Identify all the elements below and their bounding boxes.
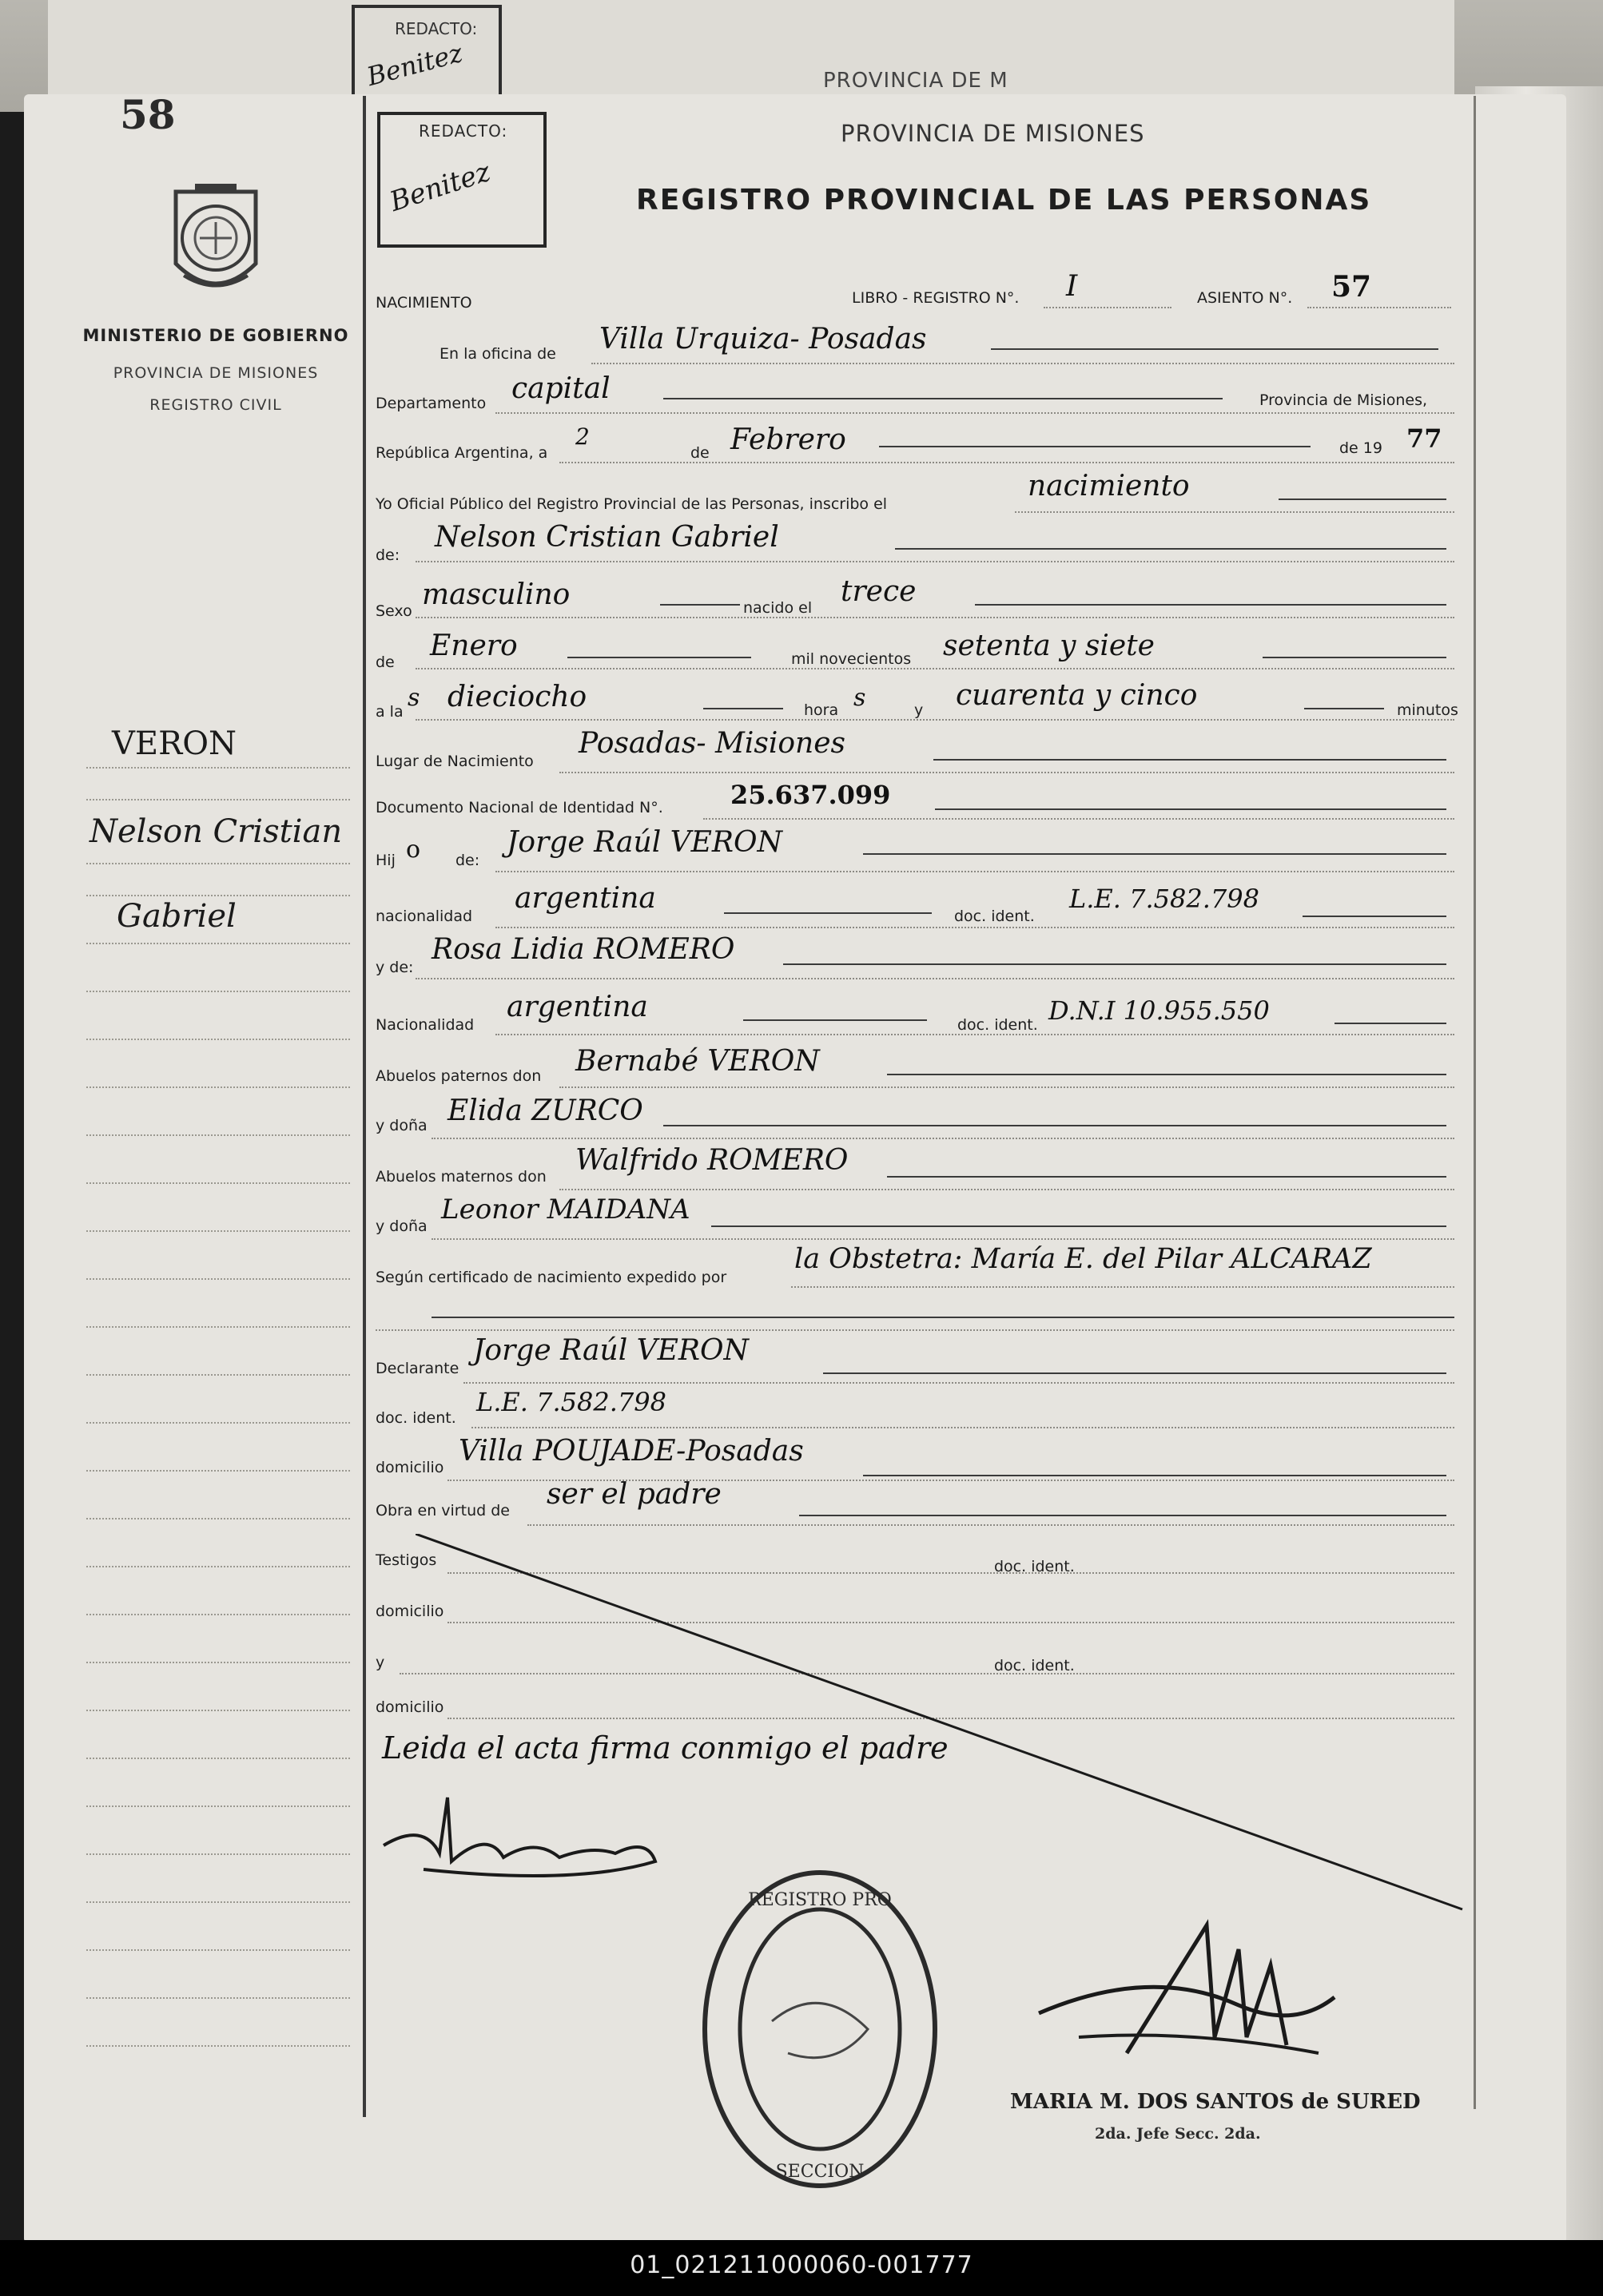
docident2-label: doc. ident. <box>957 1016 1038 1034</box>
margin-surname: VERON <box>112 725 237 762</box>
svg-text:REGISTRO PRO: REGISTRO PRO <box>748 1890 892 1910</box>
domicilio2-label: domicilio <box>376 1603 444 1620</box>
margin-given-name-2: Gabriel <box>117 898 237 935</box>
mother-dotted <box>416 978 1454 979</box>
nacionalidad1-dotted <box>495 927 1454 928</box>
abuelos-paternos-line <box>887 1074 1446 1075</box>
sexo-line <box>660 604 740 606</box>
ydona1-value: Elida ZURCO <box>447 1094 643 1127</box>
oficina-line <box>991 348 1438 350</box>
registry-title: REGISTRO PROVINCIAL DE LAS PERSONAS <box>636 184 1372 216</box>
departamento-label: Departamento <box>376 395 487 412</box>
libro-line <box>1044 307 1171 308</box>
alas-hand: s <box>408 684 420 712</box>
declarante-line <box>823 1372 1446 1374</box>
mother-name: Rosa Lidia ROMERO <box>432 933 735 966</box>
margin-line <box>86 767 350 769</box>
lugar-value: Posadas- Misiones <box>579 727 845 760</box>
sexo-value: masculino <box>422 578 571 611</box>
declarant-signature <box>376 1790 663 1885</box>
oficina-dotted <box>591 363 1454 364</box>
oficina-value: Villa Urquiza- Posadas <box>599 323 927 356</box>
margin-given-names: Nelson Cristian <box>89 813 343 850</box>
birth-year-line <box>1263 657 1446 658</box>
dni-line <box>935 808 1446 810</box>
docident1-value: L.E. 7.582.798 <box>1069 884 1259 914</box>
previous-province-title: PROVINCIA DE M <box>823 69 1008 93</box>
asiento-value: 57 <box>1331 270 1372 304</box>
page-number: 58 <box>120 91 176 138</box>
declarante-value: Jorge Raúl VERON <box>473 1334 750 1367</box>
margin-line <box>86 1758 350 1759</box>
closing-note: Leida el acta firma conmigo el padre <box>382 1730 949 1766</box>
margin-line <box>86 1901 350 1903</box>
obra-line <box>799 1515 1446 1516</box>
departamento-value: capital <box>511 372 611 405</box>
nacionalidad2-line <box>743 1019 927 1021</box>
margin-line <box>86 1710 350 1711</box>
birth-month-line <box>567 657 751 658</box>
docident3-label: doc. ident. <box>376 1409 456 1427</box>
alas-label: a la <box>376 703 404 721</box>
previous-redactor-box <box>352 5 502 99</box>
libro-label: LIBRO - REGISTRO N°. <box>852 289 1020 307</box>
testigos-label: Testigos <box>376 1551 437 1569</box>
year-label: de 19 <box>1339 439 1382 457</box>
hij-hand: o <box>406 836 421 864</box>
father-line <box>863 853 1446 855</box>
province-title: PROVINCIA DE MISIONES <box>841 120 1145 147</box>
declarante-dotted <box>463 1382 1454 1384</box>
margin-line <box>86 1949 350 1951</box>
inscribo-line <box>1279 499 1446 500</box>
docident3-dotted <box>471 1427 1454 1428</box>
hour-value: dieciocho <box>447 681 587 713</box>
official-signature <box>1031 1917 1350 2093</box>
abuelos-maternos-dotted <box>559 1189 1454 1190</box>
margin-line <box>86 2045 350 2047</box>
abuelos-maternos-label: Abuelos maternos don <box>376 1168 547 1186</box>
hij-label: Hij <box>376 852 396 869</box>
margin-line <box>86 1422 350 1424</box>
nacionalidad2-dotted <box>495 1034 1454 1035</box>
docident1-line <box>1303 916 1446 917</box>
dni-value: 25.637.099 <box>730 780 891 810</box>
yde-label: y de: <box>376 959 414 976</box>
domicilio1-label: domicilio <box>376 1459 444 1476</box>
official-title: 2da. Jefe Secc. 2da. <box>1095 2125 1261 2143</box>
obra-label: Obra en virtud de <box>376 1502 510 1519</box>
svg-text:SECCION: SECCION <box>775 2162 865 2182</box>
abuelos-paternos-label: Abuelos paternos don <box>376 1067 542 1085</box>
docident5-label: doc. ident. <box>994 1657 1075 1674</box>
year-value: 77 <box>1406 423 1442 454</box>
margin-line <box>86 1566 350 1567</box>
docident2-line <box>1335 1023 1446 1024</box>
docident1-label: doc. ident. <box>954 908 1035 925</box>
y2-label: y <box>376 1654 385 1671</box>
ministry-title: MINISTERIO DE GOBIERNO <box>82 326 349 345</box>
registry-stamp <box>692 1861 948 2197</box>
nacionalidad1-line <box>724 912 932 914</box>
hour-dotted <box>416 719 1454 721</box>
ydona1-dotted <box>432 1138 1454 1139</box>
de-label: de <box>690 444 710 462</box>
margin-line <box>86 1374 350 1376</box>
hora-hand: s <box>853 684 866 712</box>
hora-label: hora <box>804 701 839 719</box>
margin-line <box>86 863 350 864</box>
provincial-crest-icon <box>160 184 272 304</box>
redactor-box <box>377 112 547 248</box>
margin-line <box>86 1662 350 1663</box>
ydona2-label: y doña <box>376 1218 428 1235</box>
provincia-label: Provincia de Misiones, <box>1259 391 1428 409</box>
margin-line <box>86 943 350 944</box>
domicilio1-value: Villa POUJADE-Posadas <box>459 1435 804 1468</box>
month-value: Febrero <box>730 423 846 456</box>
nacionalidad2-value: argentina <box>507 991 648 1023</box>
mother-line <box>783 963 1446 965</box>
father-name: Jorge Raúl VERON <box>507 826 783 859</box>
ydona2-value: Leonor MAIDANA <box>441 1194 690 1225</box>
abuelos-paternos-value: Bernabé VERON <box>575 1045 820 1078</box>
nacido-line <box>975 604 1446 606</box>
ydona2-line <box>711 1225 1446 1227</box>
hour-line <box>703 708 783 709</box>
republica-label: República Argentina, a <box>376 444 548 462</box>
inscribo-value: nacimiento <box>1028 470 1190 502</box>
margin-rule <box>363 96 366 2117</box>
footer-bar <box>0 2240 1603 2296</box>
previous-redactor-value: Benitez <box>364 37 466 93</box>
lugar-line <box>933 759 1446 761</box>
father-dotted <box>495 871 1454 872</box>
right-rule <box>1474 96 1476 2109</box>
docident3-value: L.E. 7.582.798 <box>476 1387 666 1417</box>
margin-line <box>86 799 350 800</box>
margin-line <box>86 1086 350 1088</box>
name-line <box>895 548 1446 550</box>
registered-name: Nelson Cristian Gabriel <box>435 521 779 554</box>
margin-line <box>86 1230 350 1232</box>
segun-label: Según certificado de nacimiento expedido por <box>376 1269 727 1286</box>
birth-year-words: setenta y siete <box>943 630 1155 662</box>
domicilio3-label: domicilio <box>376 1698 444 1716</box>
segun-line-2 <box>432 1317 1454 1318</box>
libro-value: I <box>1066 270 1078 303</box>
asiento-label: ASIENTO N°. <box>1197 289 1293 307</box>
sexo-dotted <box>416 617 1454 618</box>
margin-line <box>86 1518 350 1519</box>
departamento-line <box>663 398 1223 399</box>
docident4-label: doc. ident. <box>994 1558 1075 1575</box>
minutos-label: minutos <box>1397 701 1458 719</box>
de2-label: de: <box>376 546 400 564</box>
nacionalidad1-label: nacionalidad <box>376 908 473 925</box>
mil-label: mil novecientos <box>791 650 912 668</box>
image-identifier: 01_021211000060-001777 <box>630 2251 973 2279</box>
y-label: y <box>914 701 924 719</box>
margin-line <box>86 1039 350 1040</box>
margin-line <box>86 1182 350 1184</box>
segun-value: la Obstetra: María E. del Pilar ALCARAZ <box>794 1243 1372 1275</box>
departamento-dotted <box>495 412 1454 414</box>
minutes-value: cuarenta y cinco <box>956 679 1198 712</box>
domicilio1-line <box>863 1475 1446 1476</box>
official-name: MARIA M. DOS SANTOS de SURED <box>1010 2090 1421 2114</box>
ydona2-dotted <box>432 1238 1454 1240</box>
birth-date-dotted <box>416 668 1454 669</box>
abuelos-paternos-dotted <box>559 1086 1454 1088</box>
hij-de-label: de: <box>455 852 480 869</box>
asiento-line <box>1307 307 1451 308</box>
segun-dotted-2 <box>376 1329 1454 1331</box>
minutes-line <box>1304 708 1384 709</box>
day-value: 2 <box>575 423 590 450</box>
margin-line <box>86 1326 350 1328</box>
sexo-label: Sexo <box>376 602 412 620</box>
abuelos-maternos-value: Walfrido ROMERO <box>575 1144 849 1177</box>
nacido-label: nacido el <box>743 599 813 617</box>
nacionalidad1-value: argentina <box>515 882 656 915</box>
abuelos-maternos-line <box>887 1176 1446 1178</box>
name-dotted <box>416 561 1454 562</box>
dni-label: Documento Nacional de Identidad N°. <box>376 799 663 816</box>
margin-line <box>86 895 350 896</box>
record-type-label: NACIMIENTO <box>376 294 472 312</box>
redactor-signature: Benitez <box>385 155 495 219</box>
margin-line <box>86 1470 350 1472</box>
margin-line <box>86 1997 350 1999</box>
docident2-value: D.N.I 10.955.550 <box>1048 995 1270 1026</box>
obra-dotted <box>527 1524 1454 1526</box>
oficina-label: En la oficina de <box>440 345 556 363</box>
nacionalidad2-label: Nacionalidad <box>376 1016 475 1034</box>
de3-label: de <box>376 653 395 671</box>
ministry-province: PROVINCIA DE MISIONES <box>113 364 319 382</box>
previous-redactor-label: REDACTO: <box>395 19 478 38</box>
inscribo-dotted <box>1015 511 1454 513</box>
segun-dotted <box>791 1286 1454 1288</box>
lugar-label: Lugar de Nacimiento <box>376 753 534 770</box>
margin-line <box>86 991 350 992</box>
month-line <box>879 446 1311 447</box>
lugar-dotted <box>559 772 1454 773</box>
nacido-value: trece <box>841 575 917 608</box>
republica-dotted <box>559 462 1454 463</box>
margin-line <box>86 1278 350 1280</box>
margin-line <box>86 1853 350 1855</box>
declarante-label: Declarante <box>376 1360 459 1377</box>
dni-dotted <box>703 818 1454 820</box>
margin-line <box>86 1805 350 1807</box>
ministry-civil-registry: REGISTRO CIVIL <box>149 396 282 414</box>
inscribo-label: Yo Oficial Público del Registro Provincial de las Personas, inscribo el <box>376 495 888 513</box>
redactor-label: REDACTO: <box>419 121 508 141</box>
ydona1-label: y doña <box>376 1117 428 1134</box>
margin-line <box>86 1614 350 1615</box>
obra-value: ser el padre <box>547 1478 722 1511</box>
margin-line <box>86 1134 350 1136</box>
birth-month: Enero <box>430 630 518 662</box>
ydona1-line <box>663 1125 1446 1126</box>
